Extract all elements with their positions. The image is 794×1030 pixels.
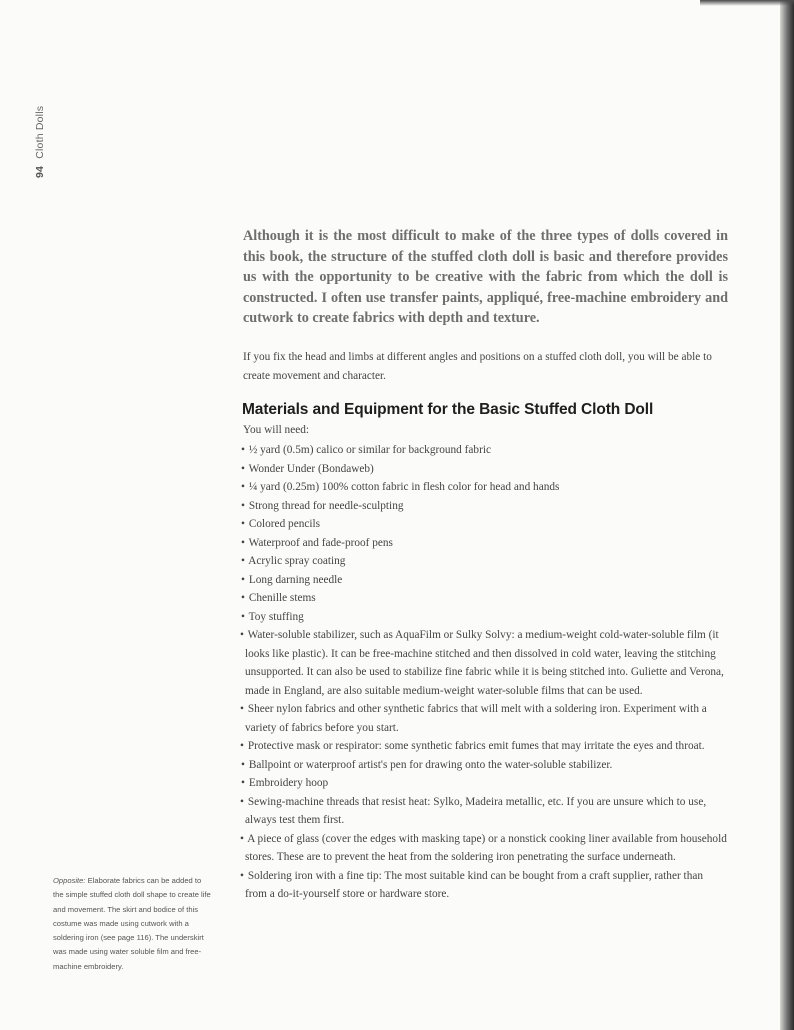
bullet-icon: • xyxy=(241,444,245,456)
list-item-text: Waterproof and fade-proof pens xyxy=(248,536,393,549)
list-item-text: Soldering iron with a fine tip: The most suitable kind can be bought from a craft supplier, rather than from a do-it-yourself store or hardware store. xyxy=(245,869,704,900)
list-item-text: Ballpoint or waterproof artist's pen for drawing onto the water-soluble stabilizer. xyxy=(248,758,613,771)
bullet-icon: • xyxy=(241,536,245,549)
list-item-text: ½ yard (0.5m) calico or similar for background fabric xyxy=(248,444,491,456)
bullet-icon: • xyxy=(240,703,244,715)
list-item-text: Acrylic spray coating xyxy=(248,555,346,567)
list-item xyxy=(241,700,727,737)
you-will-need-label: You will need: xyxy=(243,424,310,436)
list-item-text: ¼ yard (0.25m) 100% cotton fabric in flesh color for head and hands xyxy=(248,481,560,493)
bullet-icon: • xyxy=(241,573,245,586)
materials-list xyxy=(241,441,727,904)
list-item-text: Sewing-machine threads that resist heat: Sylko, Madeira metallic, etc. If you are unsure which to use, always test them first. xyxy=(245,795,707,826)
list-item xyxy=(241,756,727,775)
list-item xyxy=(241,737,727,756)
bullet-icon: • xyxy=(241,518,245,530)
list-item-text: Colored pencils xyxy=(248,518,321,530)
list-item-text: Sheer nylon fabrics and other synthetic fabrics that will melt with a soldering iron. Experiment with a variety of fabrics before you start. xyxy=(245,703,707,734)
list-item-text: Protective mask or respirator: some synthetic fabrics emit fumes that may irritate the eyes and throat. xyxy=(247,740,705,752)
bullet-icon: • xyxy=(241,777,245,789)
list-item-text: Chenille stems xyxy=(248,592,316,604)
bullet-icon: • xyxy=(241,462,245,475)
list-item xyxy=(241,571,727,590)
list-item xyxy=(241,478,727,497)
list-item xyxy=(241,441,727,460)
photo-caption xyxy=(53,874,213,974)
list-item-text: Embroidery hoop xyxy=(248,777,329,789)
list-item xyxy=(241,867,727,904)
body-paragraph: If you fix the head and limbs at different angles and positions on a stuffed cloth doll, you will be able to create movement and character. xyxy=(243,351,712,382)
bullet-icon: • xyxy=(240,832,244,845)
list-item-text: Wonder Under (Bondaweb) xyxy=(248,462,374,475)
page-corner-shadow xyxy=(700,0,794,6)
list-item xyxy=(241,497,727,516)
list-item-text: Water-soluble stabilizer, such as AquaFilm or Sulky Solvy: a medium-weight cold-water-soluble film (it looks like plastic). It can be free-machine stitched and then dissolved in cold water, leaving the stitching unsupported. It can also be used to stabilize fine fabric while it is being stitched into. Guliette and Verona, made in England, are also suitable medium-weight water-soluble films that can be used. xyxy=(245,629,724,697)
section-heading: Materials and Equipment for the Basic Stuffed Cloth Doll xyxy=(242,401,654,418)
list-item xyxy=(241,589,727,608)
bullet-icon: • xyxy=(241,499,245,512)
bullet-icon: • xyxy=(240,869,244,882)
caption-text: Elaborate fabrics can be added to the simple stuffed cloth doll shape to create life and movement. The skirt and bodice of this costume was made using cutwork with a soldering iron (see page 116). The underskirt was made using water soluble film and free-machine embroidery. xyxy=(53,876,211,971)
bullet-icon: • xyxy=(241,758,245,771)
bullet-icon: • xyxy=(240,629,244,641)
bullet-icon: • xyxy=(241,481,245,493)
list-item xyxy=(241,515,727,534)
list-item xyxy=(241,774,727,793)
list-item xyxy=(241,830,727,867)
list-item xyxy=(241,460,727,479)
bullet-icon: • xyxy=(241,592,245,604)
caption-lead: Opposite: xyxy=(53,876,86,885)
list-item-text: Strong thread for needle-sculpting xyxy=(248,499,404,512)
list-item xyxy=(241,608,727,627)
list-item-text: Toy stuffing xyxy=(248,610,304,623)
page-number: 94 xyxy=(34,165,46,178)
bullet-icon: • xyxy=(240,795,244,808)
bullet-icon: • xyxy=(241,555,245,567)
bullet-icon: • xyxy=(240,740,244,752)
bullet-icon: • xyxy=(241,610,245,623)
intro-paragraph: Although it is the most difficult to make of the three types of dolls covered in this book, the structure of the stuffed cloth doll is basic and therefore provides us with the opportunity to be creative with the fabric from which the doll is constructed. I often use transfer paints, appliqué, free-machine embroidery and cutwork to create fabrics with depth and texture. xyxy=(243,228,728,326)
list-item xyxy=(241,626,727,700)
list-item-text: A piece of glass (cover the edges with masking tape) or a nonstick cooking liner available from household stores. These are to prevent the heat from the soldering iron penetrating the surface underneath. xyxy=(245,832,727,863)
list-item-text: Long darning needle xyxy=(248,573,343,586)
list-item xyxy=(241,534,727,553)
list-item xyxy=(241,793,727,830)
section-title: Cloth Dolls xyxy=(34,105,46,159)
list-item xyxy=(241,552,727,571)
book-spine-edge xyxy=(780,0,794,1030)
running-head xyxy=(34,106,46,178)
